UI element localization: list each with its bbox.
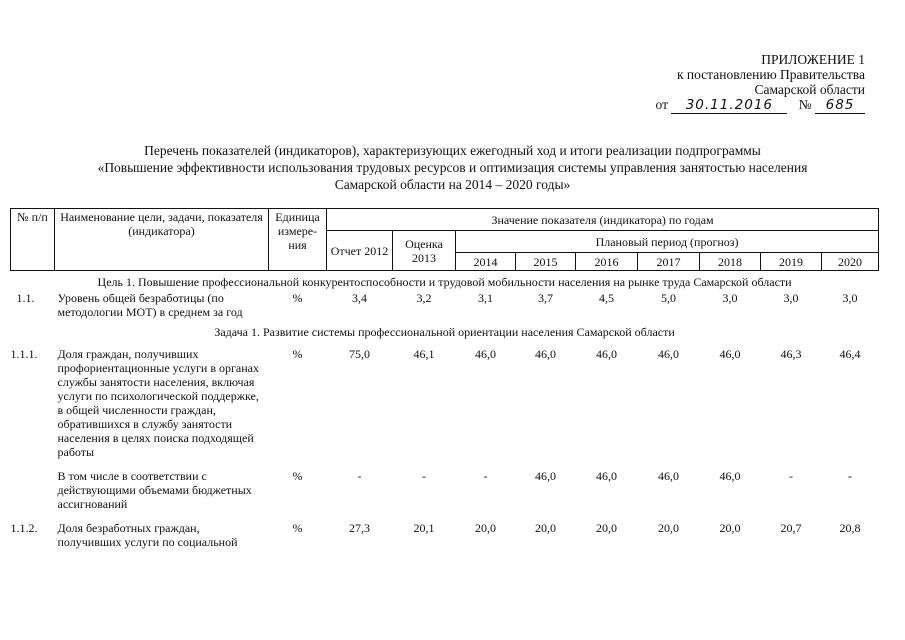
row-value: 20,0 (475, 521, 496, 535)
header-year: 2014 (456, 253, 516, 271)
row-value: 46,0 (719, 469, 741, 483)
row-num: 1.1.1. (10, 347, 38, 361)
header-year: 2015 (516, 253, 576, 271)
row-value: 3,0 (842, 291, 858, 305)
goal-row (11, 271, 879, 292)
document-title (0, 142, 905, 193)
row-value: 3,1 (478, 291, 493, 305)
row-name: Доля граждан, получивших профориентационные услуги в органах службы занятости населения, включая услуги по психологической поддержке, в общей численности граждан, обратившихся в службу занятости населения в целях поиска подходящей работы (57, 347, 259, 459)
row-unit: % (292, 469, 303, 483)
row-value: 20,1 (413, 521, 435, 535)
handwritten-date: 30.11.2016 (671, 97, 787, 114)
header-year: 2017 (638, 253, 700, 271)
row-value: 27,3 (349, 521, 370, 535)
table-row (11, 347, 879, 459)
row-value: 46,0 (596, 469, 617, 483)
row-num: 1.1.2. (10, 521, 38, 535)
row-value: - (848, 469, 853, 483)
row-value: 3,0 (783, 291, 799, 305)
table-row (11, 291, 879, 319)
spacer-row (11, 511, 879, 521)
row-value: 46,0 (658, 347, 679, 361)
appendix-date-line (656, 97, 866, 114)
row-value: 20,0 (596, 521, 617, 535)
appendix-block (656, 52, 866, 114)
header-year: 2019 (761, 253, 822, 271)
header-name: Наименование цели, задачи, показателя (индикатора) (55, 209, 269, 271)
row-value: 5,0 (661, 291, 676, 305)
indicators-table (10, 208, 879, 549)
row-value: 3,7 (538, 291, 553, 305)
row-value: - (357, 469, 362, 483)
task-1-label: Задача 1. Развитие системы профессиональной ориентации населения Самарской области (214, 325, 675, 339)
appendix-line-2: к постановлению Правительства (676, 67, 865, 82)
header-num: № п/п (11, 209, 55, 271)
title-line-3: Самарской области на 2014 – 2020 годы» (334, 177, 571, 192)
spacer-row (11, 459, 879, 469)
header-estimate: Оценка 2013 (393, 231, 456, 271)
number-label: № (798, 97, 812, 112)
row-value: 46,0 (535, 469, 556, 483)
title-line-1: Перечень показателей (индикаторов), характеризующих ежегодный ход и итоги реализации подпрограммы (144, 143, 761, 158)
row-value: 20,8 (839, 521, 861, 535)
row-value: 4,5 (599, 291, 614, 305)
row-value: 3,2 (416, 291, 432, 305)
row-value: 75,0 (349, 347, 370, 361)
row-value: 46,1 (413, 347, 435, 361)
row-value: 3,4 (352, 291, 367, 305)
row-unit: % (292, 347, 303, 361)
handwritten-number: 685 (815, 97, 865, 114)
table-row (11, 469, 879, 511)
row-value: 46,3 (780, 347, 802, 361)
row-value: 20,0 (658, 521, 679, 535)
header-unit: Единица измере-ния (269, 209, 327, 271)
table-header (11, 209, 879, 271)
title-line-2: «Повышение эффективности использования трудовых ресурсов и оптимизация системы управления занятостью населения (97, 160, 808, 175)
row-value: 46,0 (719, 347, 741, 361)
header-plan: Плановый период (прогноз) (456, 231, 879, 253)
row-unit: % (292, 291, 303, 305)
header-report: Отчет 2012 (327, 231, 393, 271)
row-value: 46,0 (535, 347, 556, 361)
row-value: - (789, 469, 793, 483)
goal-1-label: Цель 1. Повышение профессиональной конкурентоспособности и трудовой мобильности населения на рынке труда Самарской области (97, 275, 792, 289)
row-value: 46,0 (596, 347, 617, 361)
header-year: 2020 (822, 253, 879, 271)
row-num (11, 469, 55, 511)
row-name: Уровень общей безработицы (по методологии МОТ) в среднем за год (57, 291, 243, 319)
header-values: Значение показателя (индикатора) по годам (327, 209, 879, 231)
row-value: 46,0 (658, 469, 679, 483)
row-value: 3,0 (722, 291, 738, 305)
row-unit: % (292, 521, 303, 535)
appendix-title: ПРИЛОЖЕНИЕ 1 (761, 52, 865, 67)
row-value: 46,0 (475, 347, 496, 361)
row-value: - (483, 469, 488, 483)
table-row (11, 521, 879, 549)
row-value: 20,0 (535, 521, 556, 535)
from-label: от (655, 97, 668, 112)
row-value: - (422, 469, 426, 483)
appendix-line-3: Самарской области (754, 82, 865, 97)
header-year: 2018 (700, 253, 761, 271)
row-value: 20,7 (780, 521, 802, 535)
header-year: 2016 (576, 253, 638, 271)
row-name: В том числе в соответствии с действующими объемами бюджетных ассигнований (57, 469, 252, 511)
row-value: 46,4 (839, 347, 861, 361)
row-value: 20,0 (719, 521, 741, 535)
row-name: Доля безработных граждан, получивших услуги по социальной (57, 521, 238, 549)
task-row (11, 319, 879, 347)
table-body (11, 271, 879, 550)
row-num: 1.1. (16, 291, 35, 305)
